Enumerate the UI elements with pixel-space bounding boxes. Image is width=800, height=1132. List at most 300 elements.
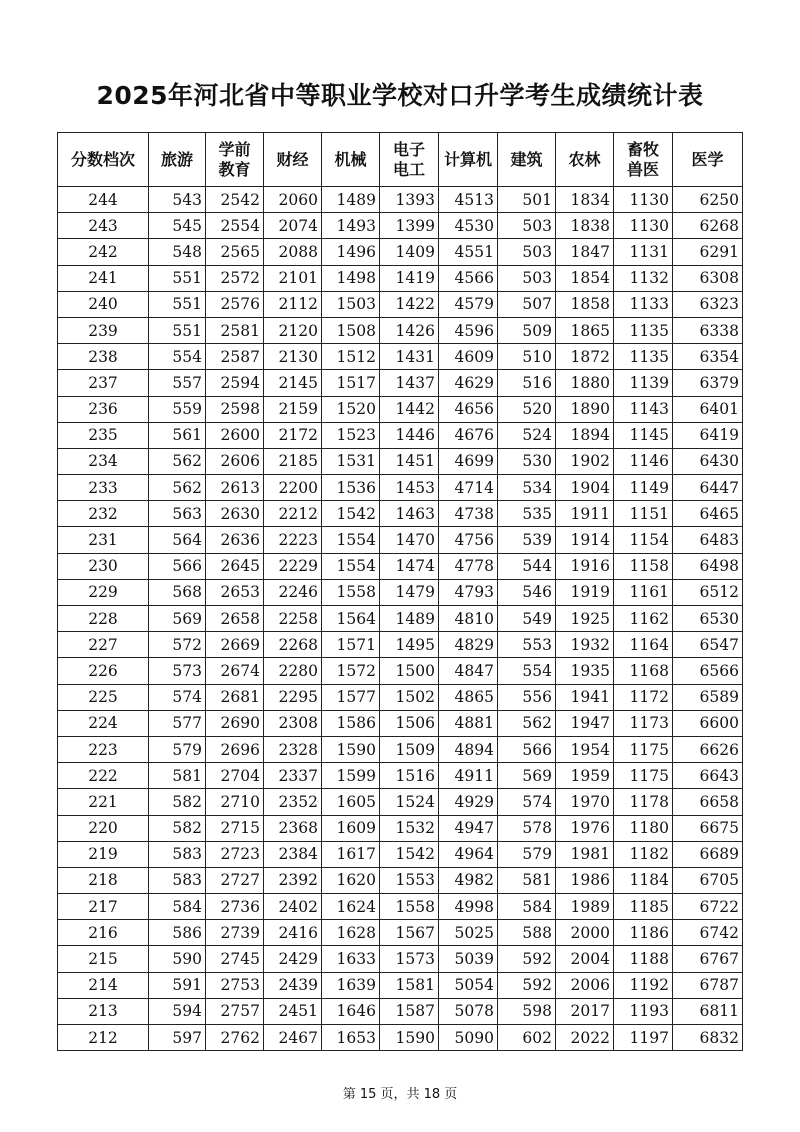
count-cell: 4998	[439, 894, 498, 920]
count-cell: 551	[149, 291, 206, 317]
count-cell: 6498	[673, 553, 743, 579]
count-cell: 2630	[206, 501, 264, 527]
count-cell: 1586	[322, 710, 380, 736]
count-cell: 6483	[673, 527, 743, 553]
count-cell: 4865	[439, 684, 498, 710]
score-cell: 224	[58, 710, 149, 736]
count-cell: 1989	[556, 894, 614, 920]
count-cell: 2613	[206, 475, 264, 501]
count-cell: 1133	[614, 291, 673, 317]
count-cell: 1590	[322, 736, 380, 762]
count-cell: 1941	[556, 684, 614, 710]
table-row	[58, 239, 743, 265]
count-cell: 2429	[264, 946, 322, 972]
count-cell: 2120	[264, 317, 322, 343]
count-cell: 581	[149, 763, 206, 789]
score-cell: 240	[58, 291, 149, 317]
count-cell: 2402	[264, 894, 322, 920]
count-cell: 1132	[614, 265, 673, 291]
count-cell: 534	[498, 475, 556, 501]
score-cell: 215	[58, 946, 149, 972]
count-cell: 1409	[380, 239, 439, 265]
count-cell: 4947	[439, 815, 498, 841]
table-row	[58, 396, 743, 422]
count-cell: 1188	[614, 946, 673, 972]
count-cell: 569	[498, 763, 556, 789]
count-cell: 2017	[556, 998, 614, 1024]
count-cell: 2598	[206, 396, 264, 422]
table-row	[58, 658, 743, 684]
count-cell: 1628	[322, 920, 380, 946]
count-cell: 6643	[673, 763, 743, 789]
count-cell: 573	[149, 658, 206, 684]
count-cell: 6447	[673, 475, 743, 501]
count-cell: 1516	[380, 763, 439, 789]
column-header-label: 畜牧	[626, 139, 659, 159]
count-cell: 1506	[380, 710, 439, 736]
count-cell: 1503	[322, 291, 380, 317]
count-cell: 543	[149, 187, 206, 213]
table-body	[58, 187, 743, 1051]
count-cell: 6626	[673, 736, 743, 762]
column-header	[58, 133, 149, 187]
count-cell: 1180	[614, 815, 673, 841]
score-cell: 232	[58, 501, 149, 527]
count-cell: 5039	[439, 946, 498, 972]
count-cell: 1646	[322, 998, 380, 1024]
column-header-label: 教育	[218, 159, 251, 179]
count-cell: 1463	[380, 501, 439, 527]
count-cell: 2645	[206, 553, 264, 579]
table-row	[58, 187, 743, 213]
count-cell: 1184	[614, 867, 673, 893]
count-cell: 1590	[380, 1025, 439, 1051]
count-cell: 1970	[556, 789, 614, 815]
count-cell: 556	[498, 684, 556, 710]
column-header	[556, 133, 614, 187]
score-cell: 212	[58, 1025, 149, 1051]
count-cell: 1149	[614, 475, 673, 501]
count-cell: 588	[498, 920, 556, 946]
count-cell: 1130	[614, 187, 673, 213]
count-cell: 1508	[322, 317, 380, 343]
count-cell: 4911	[439, 763, 498, 789]
column-header	[614, 133, 673, 187]
count-cell: 2212	[264, 501, 322, 527]
count-cell: 2736	[206, 894, 264, 920]
count-cell: 1192	[614, 972, 673, 998]
count-cell: 1554	[322, 527, 380, 553]
count-cell: 2000	[556, 920, 614, 946]
column-header	[322, 133, 380, 187]
count-cell: 6547	[673, 632, 743, 658]
count-cell: 562	[149, 448, 206, 474]
count-cell: 1653	[322, 1025, 380, 1051]
score-cell: 242	[58, 239, 149, 265]
table-row	[58, 789, 743, 815]
count-cell: 1437	[380, 370, 439, 396]
count-cell: 544	[498, 553, 556, 579]
count-cell: 2723	[206, 841, 264, 867]
score-cell: 234	[58, 448, 149, 474]
count-cell: 1620	[322, 867, 380, 893]
count-cell: 1981	[556, 841, 614, 867]
count-cell: 2295	[264, 684, 322, 710]
count-cell: 1577	[322, 684, 380, 710]
count-cell: 6767	[673, 946, 743, 972]
count-cell: 4530	[439, 213, 498, 239]
count-cell: 574	[149, 684, 206, 710]
count-cell: 578	[498, 815, 556, 841]
score-cell: 221	[58, 789, 149, 815]
count-cell: 2576	[206, 291, 264, 317]
count-cell: 4929	[439, 789, 498, 815]
count-cell: 2074	[264, 213, 322, 239]
count-cell: 1182	[614, 841, 673, 867]
count-cell: 1451	[380, 448, 439, 474]
table-row	[58, 553, 743, 579]
score-cell: 226	[58, 658, 149, 684]
count-cell: 1453	[380, 475, 439, 501]
count-cell: 2739	[206, 920, 264, 946]
score-cell: 230	[58, 553, 149, 579]
count-cell: 4793	[439, 579, 498, 605]
count-cell: 5078	[439, 998, 498, 1024]
count-cell: 1193	[614, 998, 673, 1024]
count-cell: 572	[149, 632, 206, 658]
count-cell: 2223	[264, 527, 322, 553]
count-cell: 2600	[206, 422, 264, 448]
column-header-label: 医学	[691, 149, 724, 169]
count-cell: 2762	[206, 1025, 264, 1051]
count-cell: 4738	[439, 501, 498, 527]
count-cell: 6705	[673, 867, 743, 893]
count-cell: 2185	[264, 448, 322, 474]
count-cell: 6465	[673, 501, 743, 527]
count-cell: 1185	[614, 894, 673, 920]
count-cell: 551	[149, 317, 206, 343]
table-row	[58, 527, 743, 553]
count-cell: 1916	[556, 553, 614, 579]
count-cell: 2337	[264, 763, 322, 789]
count-cell: 1542	[380, 841, 439, 867]
count-cell: 2006	[556, 972, 614, 998]
count-cell: 564	[149, 527, 206, 553]
count-cell: 1489	[380, 606, 439, 632]
table-row	[58, 606, 743, 632]
count-cell: 4881	[439, 710, 498, 736]
score-cell: 227	[58, 632, 149, 658]
score-cell: 214	[58, 972, 149, 998]
count-cell: 1393	[380, 187, 439, 213]
score-cell: 225	[58, 684, 149, 710]
count-cell: 4699	[439, 448, 498, 474]
score-cell: 239	[58, 317, 149, 343]
count-cell: 579	[498, 841, 556, 867]
count-cell: 590	[149, 946, 206, 972]
count-cell: 1872	[556, 344, 614, 370]
count-cell: 546	[498, 579, 556, 605]
count-cell: 6250	[673, 187, 743, 213]
count-cell: 577	[149, 710, 206, 736]
count-cell: 530	[498, 448, 556, 474]
count-cell: 1442	[380, 396, 439, 422]
count-cell: 1168	[614, 658, 673, 684]
count-cell: 6600	[673, 710, 743, 736]
count-cell: 1573	[380, 946, 439, 972]
count-cell: 549	[498, 606, 556, 632]
count-cell: 6354	[673, 344, 743, 370]
count-cell: 501	[498, 187, 556, 213]
count-cell: 2594	[206, 370, 264, 396]
count-cell: 1617	[322, 841, 380, 867]
count-cell: 2328	[264, 736, 322, 762]
table-row	[58, 684, 743, 710]
count-cell: 2112	[264, 291, 322, 317]
table-row	[58, 213, 743, 239]
count-cell: 510	[498, 344, 556, 370]
count-cell: 584	[149, 894, 206, 920]
count-cell: 6338	[673, 317, 743, 343]
column-header-label: 兽医	[626, 159, 659, 179]
column-header-label: 机械	[334, 149, 367, 169]
score-cell: 243	[58, 213, 149, 239]
count-cell: 2268	[264, 632, 322, 658]
count-cell: 6291	[673, 239, 743, 265]
score-cell: 222	[58, 763, 149, 789]
count-cell: 2439	[264, 972, 322, 998]
count-cell: 548	[149, 239, 206, 265]
count-cell: 1599	[322, 763, 380, 789]
count-cell: 4629	[439, 370, 498, 396]
count-cell: 1633	[322, 946, 380, 972]
count-cell: 1175	[614, 736, 673, 762]
count-cell: 1524	[380, 789, 439, 815]
column-header	[673, 133, 743, 187]
table-row	[58, 475, 743, 501]
count-cell: 1571	[322, 632, 380, 658]
count-cell: 2757	[206, 998, 264, 1024]
count-cell: 581	[498, 867, 556, 893]
count-cell: 6401	[673, 396, 743, 422]
column-header	[498, 133, 556, 187]
count-cell: 1139	[614, 370, 673, 396]
count-cell: 5090	[439, 1025, 498, 1051]
count-cell: 1558	[380, 894, 439, 920]
count-cell: 1919	[556, 579, 614, 605]
count-cell: 6530	[673, 606, 743, 632]
count-cell: 1173	[614, 710, 673, 736]
count-cell: 592	[498, 946, 556, 972]
count-cell: 1419	[380, 265, 439, 291]
count-cell: 4894	[439, 736, 498, 762]
count-cell: 2581	[206, 317, 264, 343]
count-cell: 516	[498, 370, 556, 396]
count-cell: 1495	[380, 632, 439, 658]
table-row	[58, 422, 743, 448]
count-cell: 2130	[264, 344, 322, 370]
table-row	[58, 1025, 743, 1051]
count-cell: 1914	[556, 527, 614, 553]
count-cell: 6722	[673, 894, 743, 920]
score-cell: 236	[58, 396, 149, 422]
count-cell: 1554	[322, 553, 380, 579]
count-cell: 6323	[673, 291, 743, 317]
column-header-label: 电子	[392, 139, 425, 159]
count-cell: 1479	[380, 579, 439, 605]
count-cell: 582	[149, 815, 206, 841]
count-cell: 583	[149, 867, 206, 893]
count-cell: 2246	[264, 579, 322, 605]
count-cell: 1502	[380, 684, 439, 710]
count-cell: 2004	[556, 946, 614, 972]
count-cell: 594	[149, 998, 206, 1024]
count-cell: 2636	[206, 527, 264, 553]
count-cell: 1178	[614, 789, 673, 815]
count-cell: 1932	[556, 632, 614, 658]
count-cell: 562	[498, 710, 556, 736]
count-cell: 2704	[206, 763, 264, 789]
count-cell: 574	[498, 789, 556, 815]
count-cell: 1847	[556, 239, 614, 265]
count-cell: 1865	[556, 317, 614, 343]
count-cell: 1146	[614, 448, 673, 474]
count-cell: 4778	[439, 553, 498, 579]
count-cell: 4756	[439, 527, 498, 553]
count-cell: 1902	[556, 448, 614, 474]
table-row	[58, 894, 743, 920]
count-cell: 1609	[322, 815, 380, 841]
count-cell: 2690	[206, 710, 264, 736]
score-cell: 235	[58, 422, 149, 448]
count-cell: 1512	[322, 344, 380, 370]
score-cell: 237	[58, 370, 149, 396]
table-row	[58, 815, 743, 841]
column-header-label: 农林	[568, 149, 601, 169]
score-cell: 228	[58, 606, 149, 632]
column-header	[206, 133, 264, 187]
count-cell: 1509	[380, 736, 439, 762]
table-row	[58, 710, 743, 736]
count-cell: 1135	[614, 317, 673, 343]
count-cell: 563	[149, 501, 206, 527]
column-header	[439, 133, 498, 187]
count-cell: 1624	[322, 894, 380, 920]
count-cell: 1587	[380, 998, 439, 1024]
score-cell: 216	[58, 920, 149, 946]
count-cell: 1431	[380, 344, 439, 370]
table-row	[58, 291, 743, 317]
count-cell: 1186	[614, 920, 673, 946]
count-cell: 1947	[556, 710, 614, 736]
count-cell: 6689	[673, 841, 743, 867]
count-cell: 4609	[439, 344, 498, 370]
table-row	[58, 317, 743, 343]
column-header-label: 建筑	[510, 149, 543, 169]
score-cell: 241	[58, 265, 149, 291]
count-cell: 1858	[556, 291, 614, 317]
column-header-label: 电工	[392, 159, 425, 179]
count-cell: 1143	[614, 396, 673, 422]
count-cell: 503	[498, 213, 556, 239]
count-cell: 1498	[322, 265, 380, 291]
count-cell: 6787	[673, 972, 743, 998]
table-row	[58, 501, 743, 527]
count-cell: 1131	[614, 239, 673, 265]
count-cell: 2172	[264, 422, 322, 448]
table-row	[58, 998, 743, 1024]
count-cell: 539	[498, 527, 556, 553]
score-cell: 217	[58, 894, 149, 920]
count-cell: 2753	[206, 972, 264, 998]
table-row	[58, 763, 743, 789]
count-cell: 4579	[439, 291, 498, 317]
count-cell: 507	[498, 291, 556, 317]
count-cell: 4566	[439, 265, 498, 291]
count-cell: 2658	[206, 606, 264, 632]
count-cell: 1158	[614, 553, 673, 579]
count-cell: 6430	[673, 448, 743, 474]
count-cell: 6811	[673, 998, 743, 1024]
table-row	[58, 370, 743, 396]
count-cell: 6512	[673, 579, 743, 605]
count-cell: 584	[498, 894, 556, 920]
column-header-label: 计算机	[443, 149, 492, 169]
count-cell: 1564	[322, 606, 380, 632]
column-header-label: 分数档次	[70, 149, 135, 169]
count-cell: 1959	[556, 763, 614, 789]
count-cell: 554	[498, 658, 556, 684]
count-cell: 2258	[264, 606, 322, 632]
count-cell: 566	[498, 736, 556, 762]
count-cell: 566	[149, 553, 206, 579]
count-cell: 520	[498, 396, 556, 422]
count-cell: 1925	[556, 606, 614, 632]
count-cell: 4676	[439, 422, 498, 448]
count-cell: 524	[498, 422, 556, 448]
count-cell: 6379	[673, 370, 743, 396]
count-cell: 1558	[322, 579, 380, 605]
count-cell: 6419	[673, 422, 743, 448]
score-cell: 218	[58, 867, 149, 893]
count-cell: 1489	[322, 187, 380, 213]
count-cell: 4829	[439, 632, 498, 658]
count-cell: 6658	[673, 789, 743, 815]
count-cell: 4513	[439, 187, 498, 213]
count-cell: 503	[498, 239, 556, 265]
count-cell: 4810	[439, 606, 498, 632]
count-cell: 1605	[322, 789, 380, 815]
table-row	[58, 265, 743, 291]
count-cell: 2308	[264, 710, 322, 736]
count-cell: 2229	[264, 553, 322, 579]
count-cell: 598	[498, 998, 556, 1024]
count-cell: 4714	[439, 475, 498, 501]
count-cell: 1834	[556, 187, 614, 213]
count-cell: 5025	[439, 920, 498, 946]
count-cell: 2060	[264, 187, 322, 213]
count-cell: 503	[498, 265, 556, 291]
count-cell: 1935	[556, 658, 614, 684]
count-cell: 4964	[439, 841, 498, 867]
count-cell: 4551	[439, 239, 498, 265]
score-cell: 233	[58, 475, 149, 501]
count-cell: 553	[498, 632, 556, 658]
count-cell: 1911	[556, 501, 614, 527]
score-cell: 223	[58, 736, 149, 762]
count-cell: 551	[149, 265, 206, 291]
count-cell: 6832	[673, 1025, 743, 1051]
